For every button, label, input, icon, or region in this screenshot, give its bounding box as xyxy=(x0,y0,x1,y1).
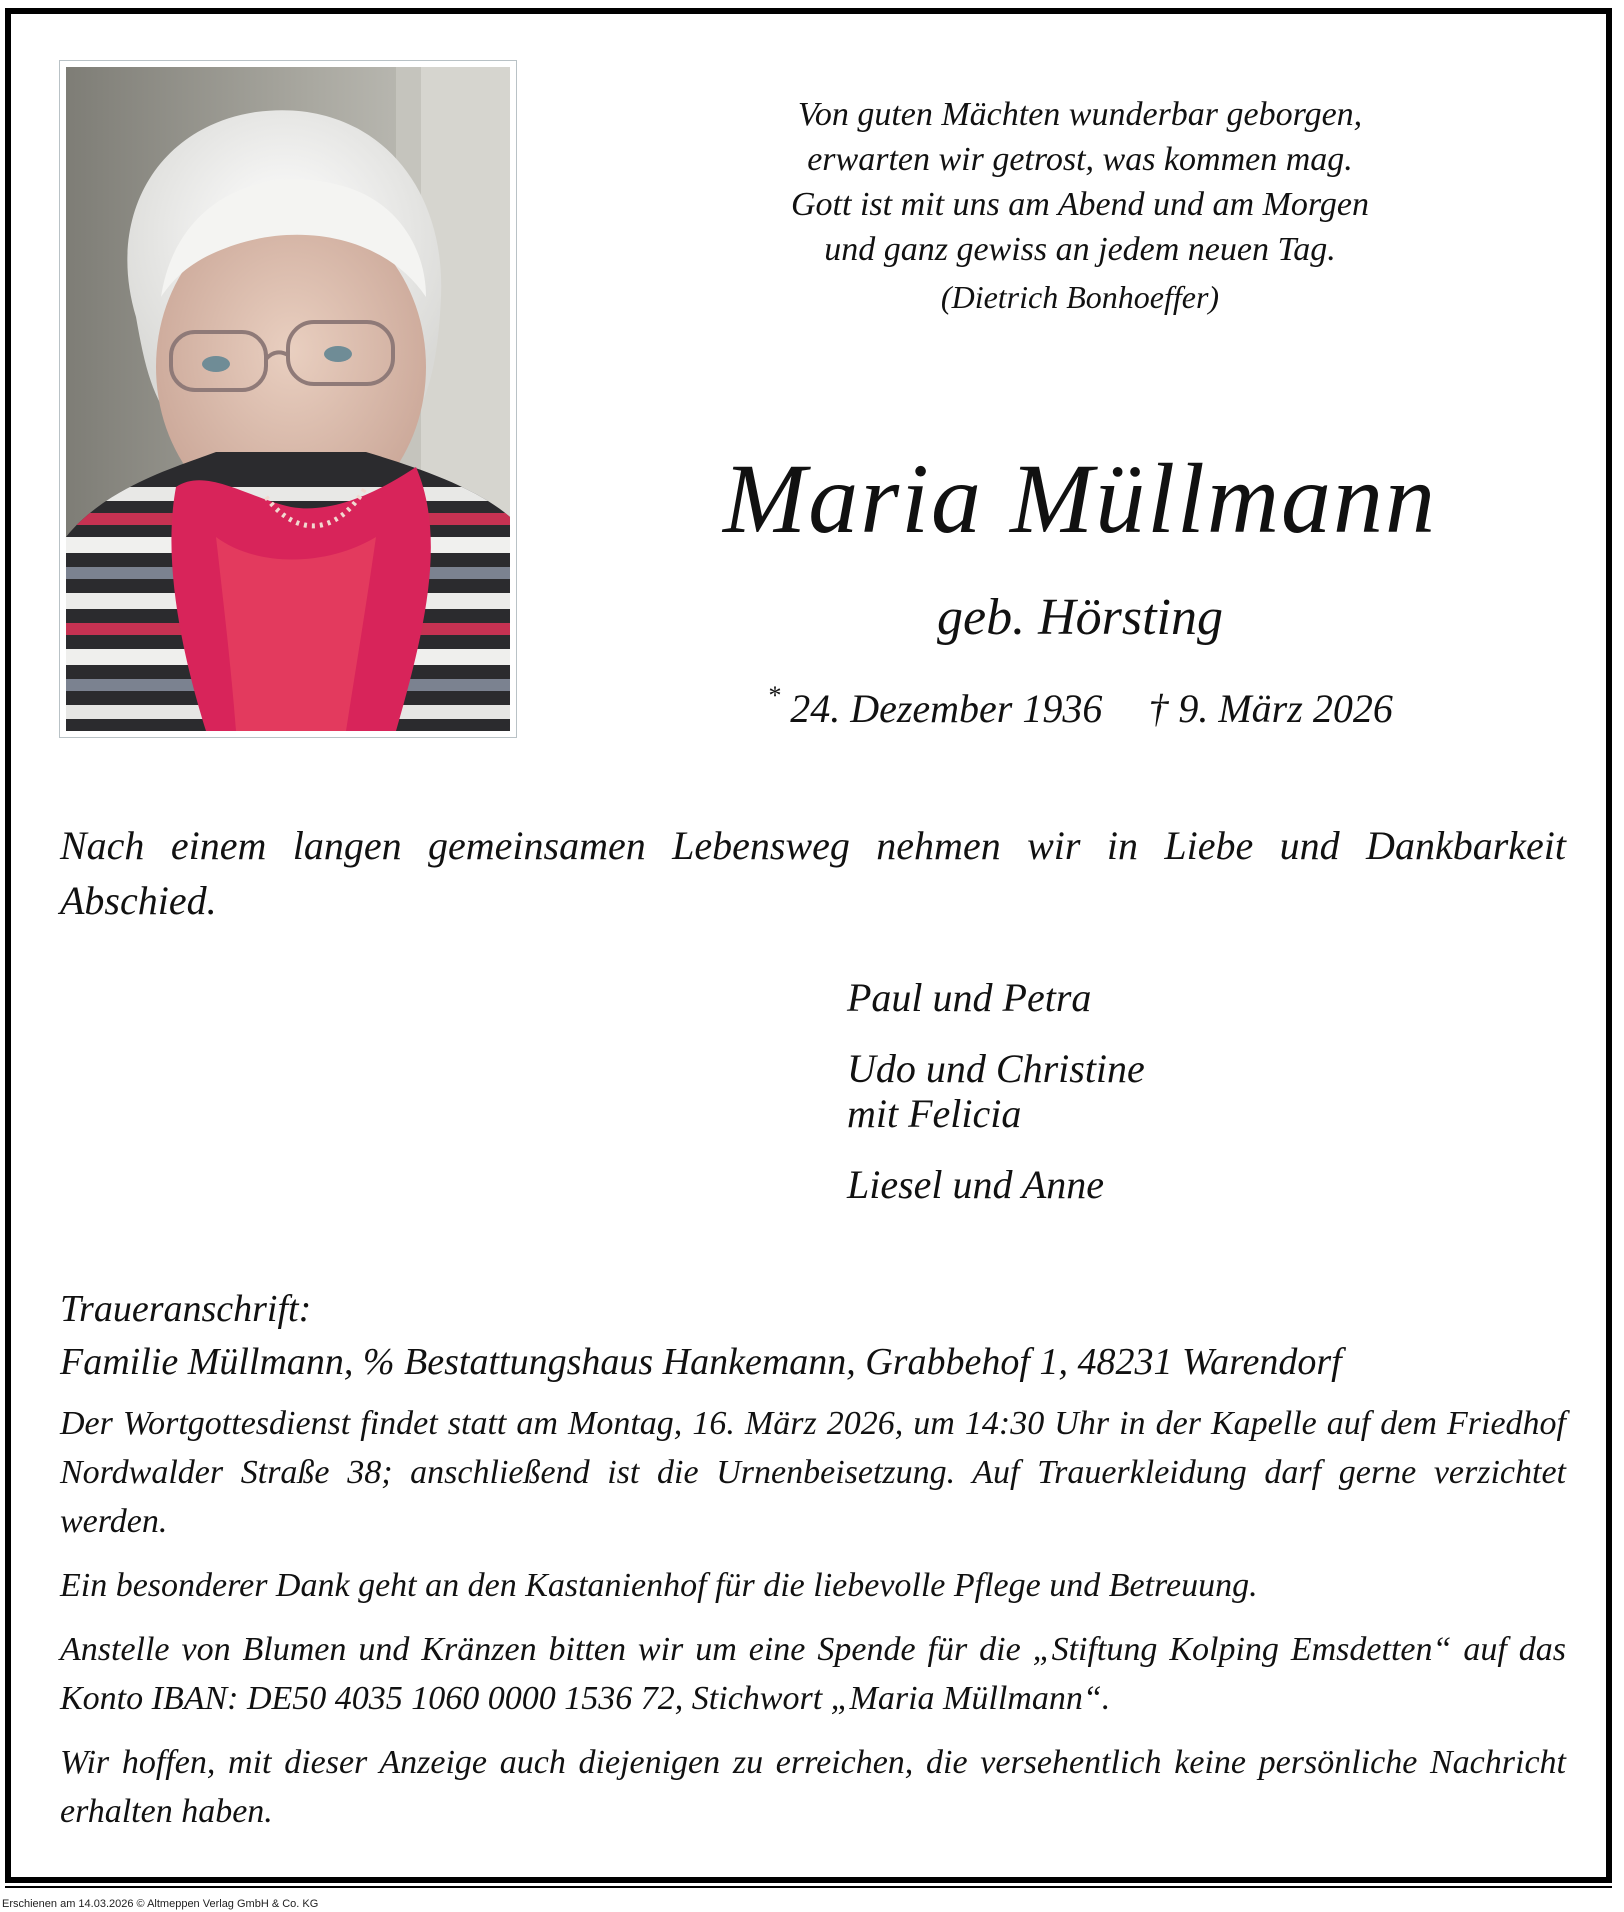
address-label: Traueranschrift: xyxy=(60,1288,312,1330)
portrait-photo xyxy=(66,67,510,731)
family-group xyxy=(847,1046,1487,1136)
address-line: Familie Müllmann, % Bestattungshaus Hankemann, Grabbehof 1, 48231 Warendorf xyxy=(60,1341,1342,1383)
family-line: Paul und Petra xyxy=(847,975,1092,1020)
poem-line: Gott ist mit uns am Abend und am Morgen xyxy=(791,186,1369,223)
closing-note: Wir hoffen, mit dieser Anzeige auch diejenigen zu erreichen, die versehentlich keine persönliche Nachricht erhalten haben. xyxy=(60,1744,1566,1830)
birth-symbol: * xyxy=(767,681,781,710)
death-date: † 9. März 2026 xyxy=(1148,686,1393,731)
intro-text: Nach einem langen gemeinsamen Lebensweg nehmen wir in Liebe und Dankbarkeit Abschied. xyxy=(60,823,1566,923)
mourning-address xyxy=(60,1283,1566,1389)
service-info: Der Wortgottesdienst findet statt am Montag, 16. März 2026, um 14:30 Uhr in der Kapelle auf dem Friedhof Nordwalder Straße 38; anschließend ist die Urnenbeisetzung. Auf Trauerkleidung darf gerne verzichtet werden. xyxy=(60,1405,1566,1540)
life-dates xyxy=(620,681,1540,732)
portrait-frame xyxy=(59,60,517,738)
poem-line: erwarten wir getrost, was kommen mag. xyxy=(807,141,1353,178)
birth-date: 24. Dezember 1936 xyxy=(790,686,1103,731)
poem-author: (Dietrich Bonhoeffer) xyxy=(940,279,1220,315)
details xyxy=(60,1399,1566,1851)
family-group xyxy=(847,1162,1487,1207)
poem-line: Von guten Mächten wunderbar geborgen, xyxy=(797,96,1363,133)
family-group xyxy=(847,975,1487,1020)
family-list xyxy=(847,975,1487,1233)
thanks-text: Ein besonderer Dank geht an den Kastanienhof für die liebevolle Pflege und Betreuung. xyxy=(60,1567,1258,1604)
donation-info: Anstelle von Blumen und Kränzen bitten wir um eine Spende für die „Stiftung Kolping Emsdetten“ auf das Konto IBAN: DE50 4035 1060 0000 1536 72, Stichwort „Maria Müllmann“. xyxy=(60,1631,1566,1717)
poem-line: und ganz gewiss an jedem neuen Tag. xyxy=(824,231,1336,268)
family-line: mit Felicia xyxy=(847,1091,1022,1136)
family-line: Liesel und Anne xyxy=(847,1162,1105,1207)
publication-credit: Erschienen am 14.03.2026 © Altmeppen Verlag GmbH & Co. KG xyxy=(2,1898,319,1910)
poem xyxy=(620,92,1540,272)
footer-divider xyxy=(5,1886,1612,1888)
family-line: Udo und Christine xyxy=(847,1046,1145,1091)
deceased-name: Maria Müllmann xyxy=(722,443,1438,554)
maiden-name: geb. Hörsting xyxy=(937,589,1223,646)
